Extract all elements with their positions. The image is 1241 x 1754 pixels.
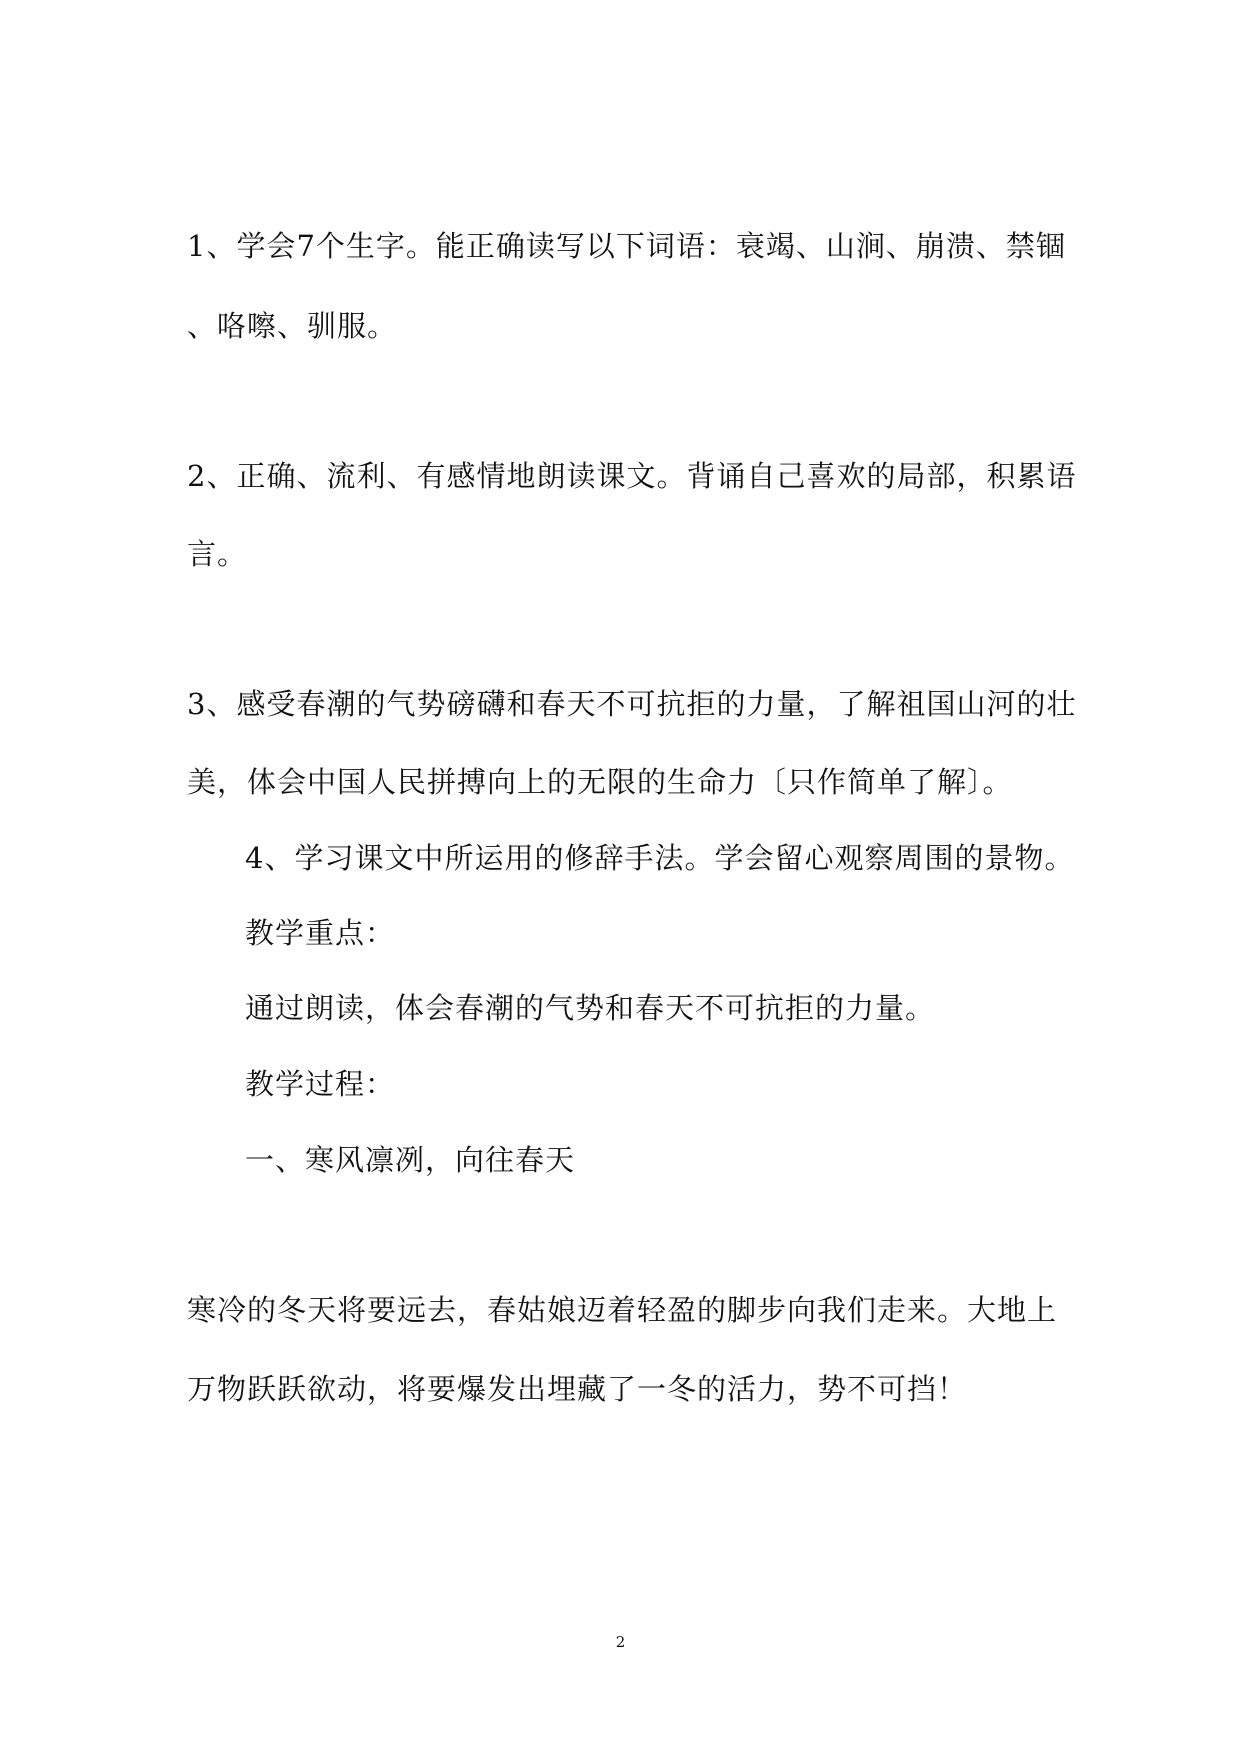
section-one-heading: 一、寒风凛冽，向往春天 (245, 1143, 576, 1177)
intro-paragraph-line-1: 寒冷的冬天将要远去，春姑娘迈着轻盈的脚步向我们走来。大地上 (187, 1293, 1058, 1327)
objective-4: 4、学习课文中所运用的修辞手法。学会留心观察周围的景物。 (245, 841, 1075, 875)
objective-3-line-2: 美，体会中国人民拼搏向上的无限的生命力〔只作简单了解〕。 (187, 765, 1013, 799)
objective-2-line-1: 2、正确、流利、有感情地朗读课文。背诵自己喜欢的局部，积累语 (187, 459, 1077, 493)
objective-1-line-1: 1、学会7个生字。能正确读写以下词语：衰竭、山涧、崩溃、禁锢 (187, 229, 1066, 263)
teaching-process-heading: 教学过程： (245, 1067, 396, 1101)
objective-2-line-2: 言。 (187, 537, 248, 571)
teaching-focus-heading: 教学重点： (245, 916, 396, 950)
objective-1-line-2: 、咯嚓、驯服。 (187, 309, 398, 343)
objective-3-line-1: 3、感受春潮的气势磅礴和春天不可抗拒的力量，了解祖国山河的壮 (187, 687, 1077, 721)
intro-paragraph-line-2: 万物跃跃欲动，将要爆发出埋藏了一冬的活力，势不可挡！ (187, 1372, 968, 1406)
teaching-focus-text: 通过朗读，体会春潮的气势和春天不可抗拒的力量。 (245, 991, 936, 1025)
page-number: 2 (615, 1633, 626, 1651)
